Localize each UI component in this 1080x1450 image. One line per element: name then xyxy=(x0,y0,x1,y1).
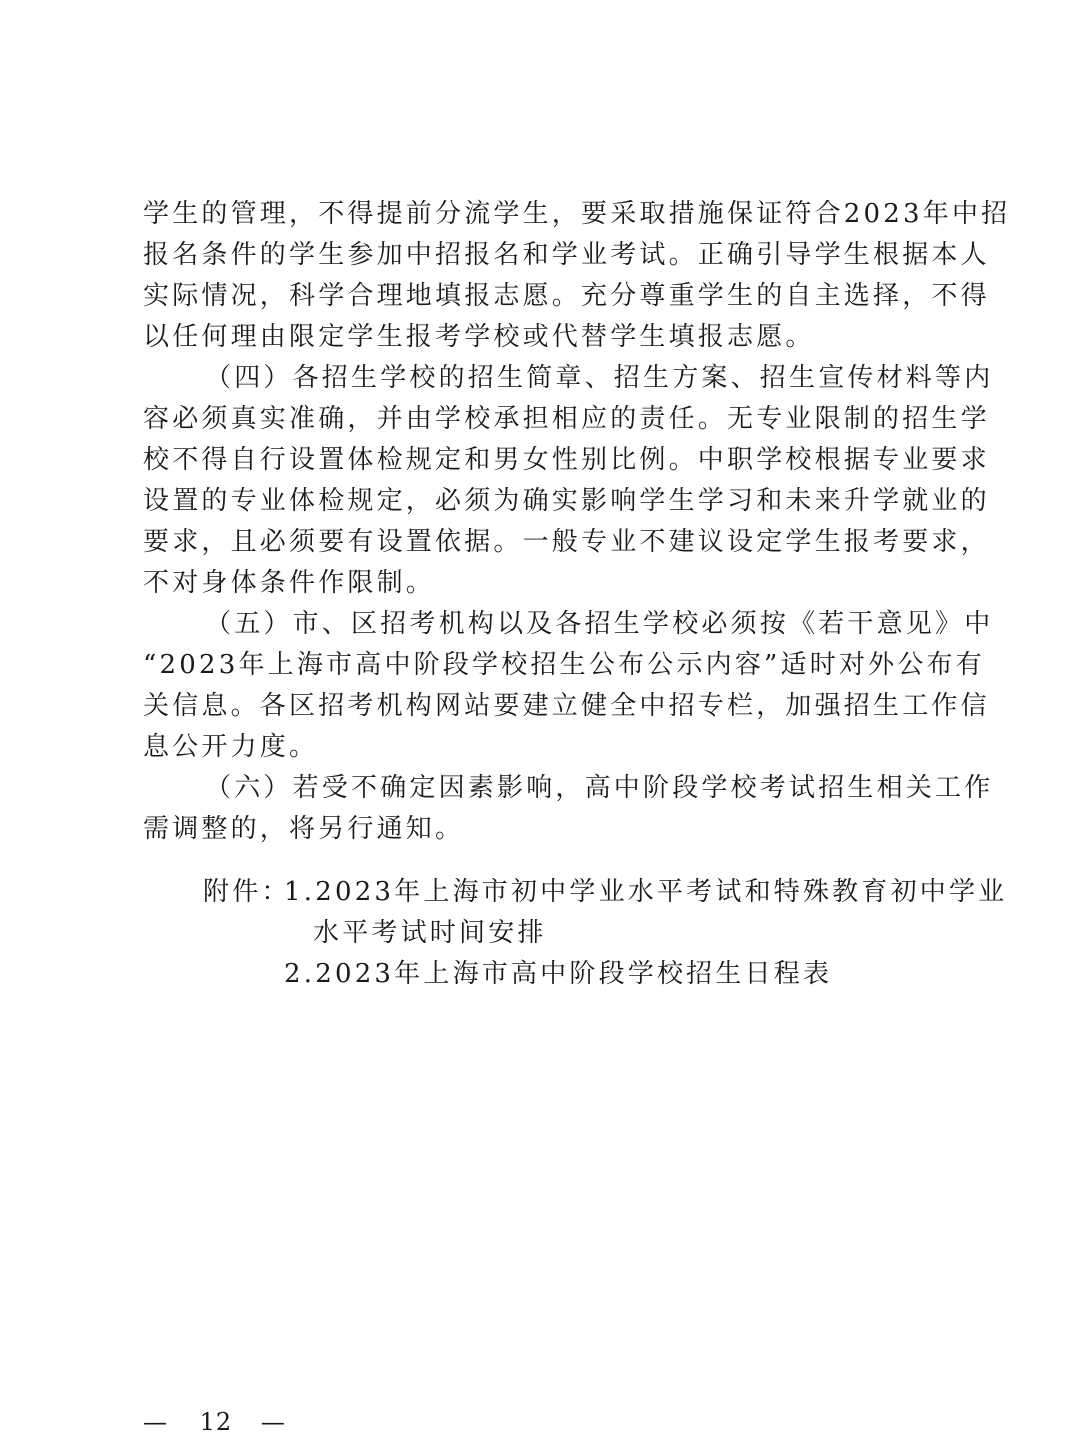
body-line: 设置的专业体检规定，必须为确实影响学生学习和未来升学就业的 xyxy=(143,486,990,516)
body-line: 学生的管理，不得提前分流学生，要采取措施保证符合2023年中招 xyxy=(143,199,1011,229)
body-line: 实际情况，科学合理地填报志愿。充分尊重学生的自主选择，不得 xyxy=(143,281,990,311)
paragraph-6-start: （六）若受不确定因素影响，高中阶段学校考试招生相关工作 xyxy=(205,773,994,803)
attachment-item-1: 1.2023年上海市初中学业水平考试和特殊教育初中学业 xyxy=(284,877,1008,907)
attachments-label: 附件： xyxy=(203,877,291,907)
body-line: 关信息。各区招考机构网站要建立健全中招专栏，加强招生工作信 xyxy=(143,691,990,721)
body-line: 要求，且必须要有设置依据。一般专业不建议设定学生报考要求， xyxy=(143,527,990,557)
body-line: 校不得自行设置体检规定和男女性别比例。中职学校根据专业要求 xyxy=(143,445,990,475)
attachment-item-2: 2.2023年上海市高中阶段学校招生日程表 xyxy=(284,959,833,989)
page-number-footer xyxy=(143,1407,289,1437)
body-line: 以任何理由限定学生报考学校或代替学生填报志愿。 xyxy=(143,322,815,352)
body-line: 容必须真实准确，并由学校承担相应的责任。无专业限制的招生学 xyxy=(143,404,990,434)
paragraph-5-start: （五）市、区招考机构以及各招生学校必须按《若干意见》中 xyxy=(205,609,994,639)
body-line: 需调整的，将另行通知。 xyxy=(143,814,465,844)
body-line: “2023年上海市高中阶段学校招生公布公示内容”适时对外公布有 xyxy=(143,650,985,680)
dash-left: — xyxy=(143,1408,168,1436)
body-line: 不对身体条件作限制。 xyxy=(143,568,436,598)
page-number: 12 xyxy=(199,1408,233,1436)
body-line: 息公开力度。 xyxy=(143,732,319,762)
paragraph-4-start: （四）各招生学校的招生简章、招生方案、招生宣传材料等内 xyxy=(205,363,994,393)
attachment-item-1-continued: 水平考试时间安排 xyxy=(313,918,547,948)
dash-right: — xyxy=(260,1408,286,1436)
body-line: 报名条件的学生参加中招报名和学业考试。正确引导学生根据本人 xyxy=(143,240,990,270)
